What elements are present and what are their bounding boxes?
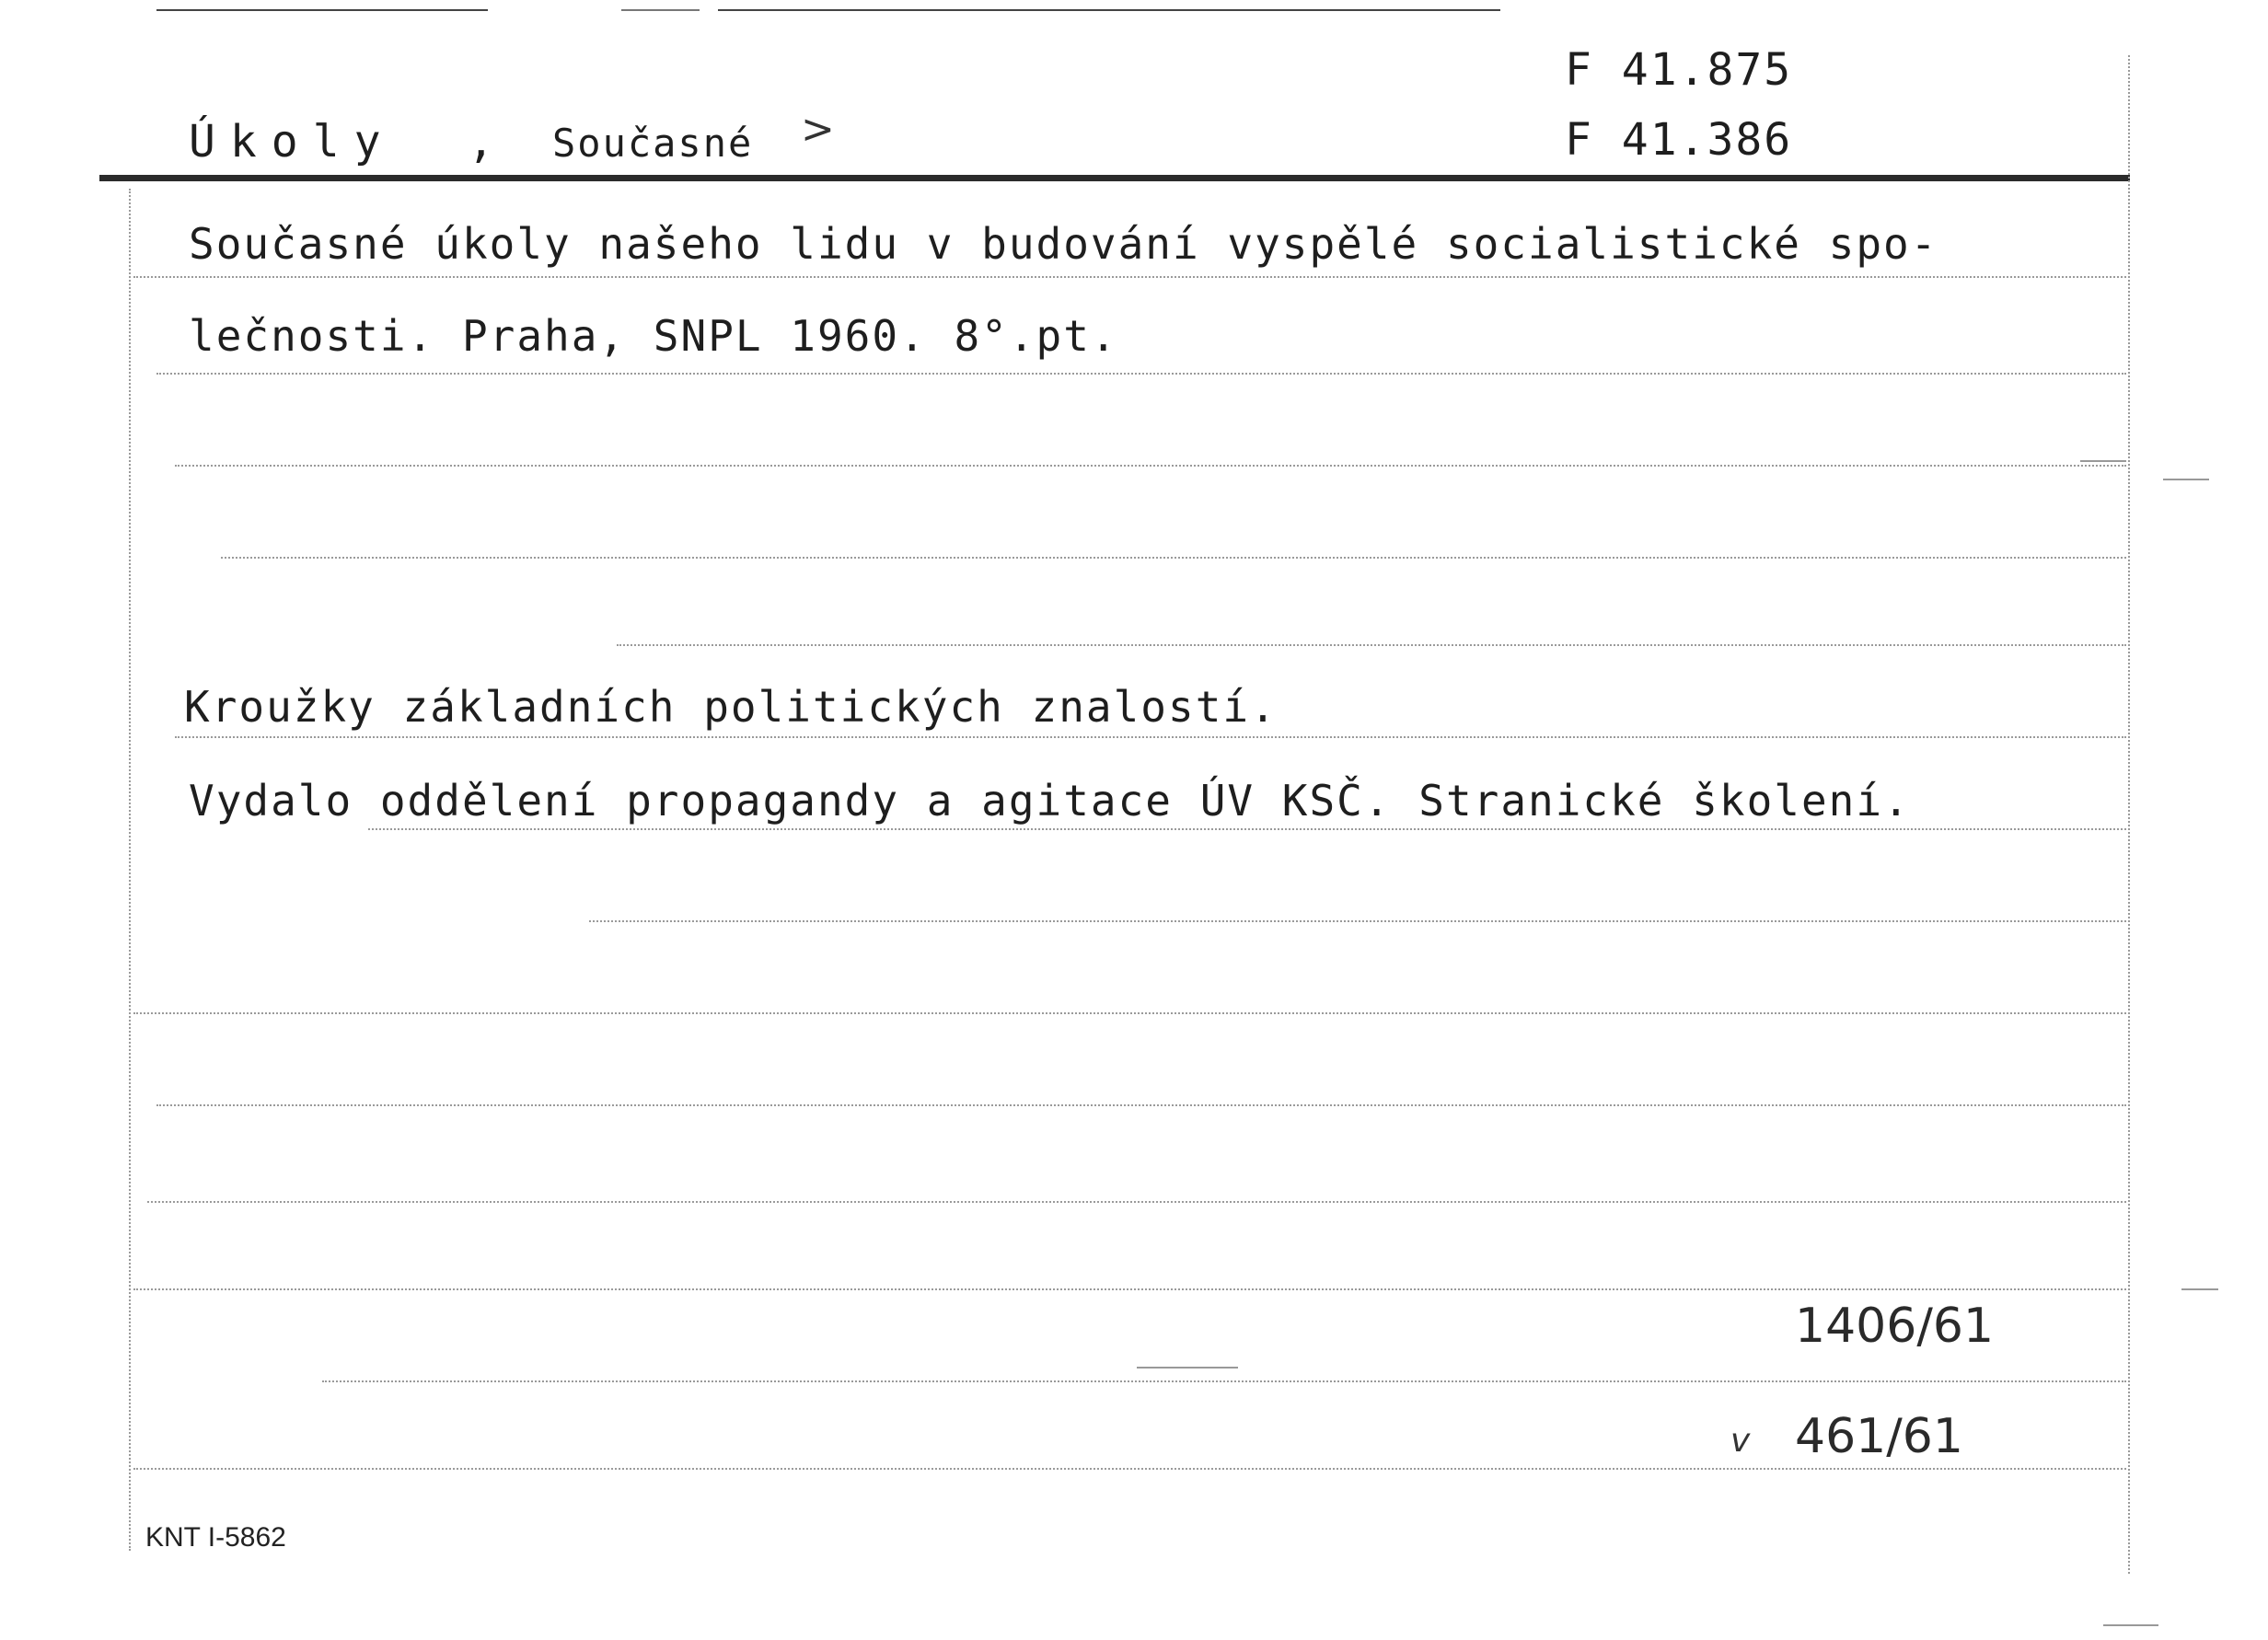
card-heading-sub: Současné xyxy=(552,121,754,166)
top-edge-rule-center xyxy=(718,9,1500,11)
stray-mark xyxy=(2163,479,2209,480)
ruled-line xyxy=(133,276,2126,278)
top-edge-rule-left xyxy=(156,9,488,11)
ruled-line xyxy=(617,644,2126,646)
ruled-line xyxy=(133,1012,2126,1014)
ruled-line xyxy=(589,920,2126,922)
ruled-line xyxy=(322,1380,2126,1382)
ruled-line xyxy=(156,373,2126,375)
series-line: Kroužky základních politických znalostí. xyxy=(184,682,1278,732)
check-mark: v xyxy=(1730,1422,1751,1460)
title-line-1: Současné úkoly našeho lidu v budování vyspělé socialistické spo- xyxy=(189,219,1938,269)
card-heading-main: Úkoly xyxy=(189,116,396,167)
ruled-line xyxy=(156,1104,2126,1106)
stray-mark xyxy=(2103,1624,2158,1626)
ruled-line xyxy=(147,1201,2126,1203)
right-margin-line xyxy=(2128,55,2130,1574)
ruled-line xyxy=(368,828,2126,830)
ruled-line xyxy=(133,1468,2126,1470)
left-margin-line xyxy=(129,189,131,1551)
ruled-line xyxy=(175,465,2126,467)
stray-mark xyxy=(2181,1288,2218,1290)
note-line: Vydalo oddělení propagandy a agitace ÚV KSČ. Stranické školení. xyxy=(189,776,1911,826)
accession-number-1: 1406/61 xyxy=(1795,1299,1995,1354)
accession-number-2: 461/61 xyxy=(1795,1409,1963,1464)
stray-mark xyxy=(2080,460,2126,462)
ruled-line xyxy=(175,736,2126,738)
title-line-2: lečnosti. Praha, SNPL 1960. 8°.pt. xyxy=(189,311,1118,361)
ruled-line xyxy=(133,1288,2126,1290)
card-heading-comma: , xyxy=(468,116,496,167)
heading-rule xyxy=(99,175,2130,181)
shelf-mark-2: F 41.386 xyxy=(1565,114,1793,166)
correction-mark: > xyxy=(801,106,835,153)
top-edge-rule-dash xyxy=(621,9,700,11)
shelf-mark-1: F 41.875 xyxy=(1565,44,1793,96)
ruled-line xyxy=(221,557,2126,559)
printer-mark: KNT I-5862 xyxy=(145,1522,286,1553)
stray-mark xyxy=(1137,1367,1238,1369)
